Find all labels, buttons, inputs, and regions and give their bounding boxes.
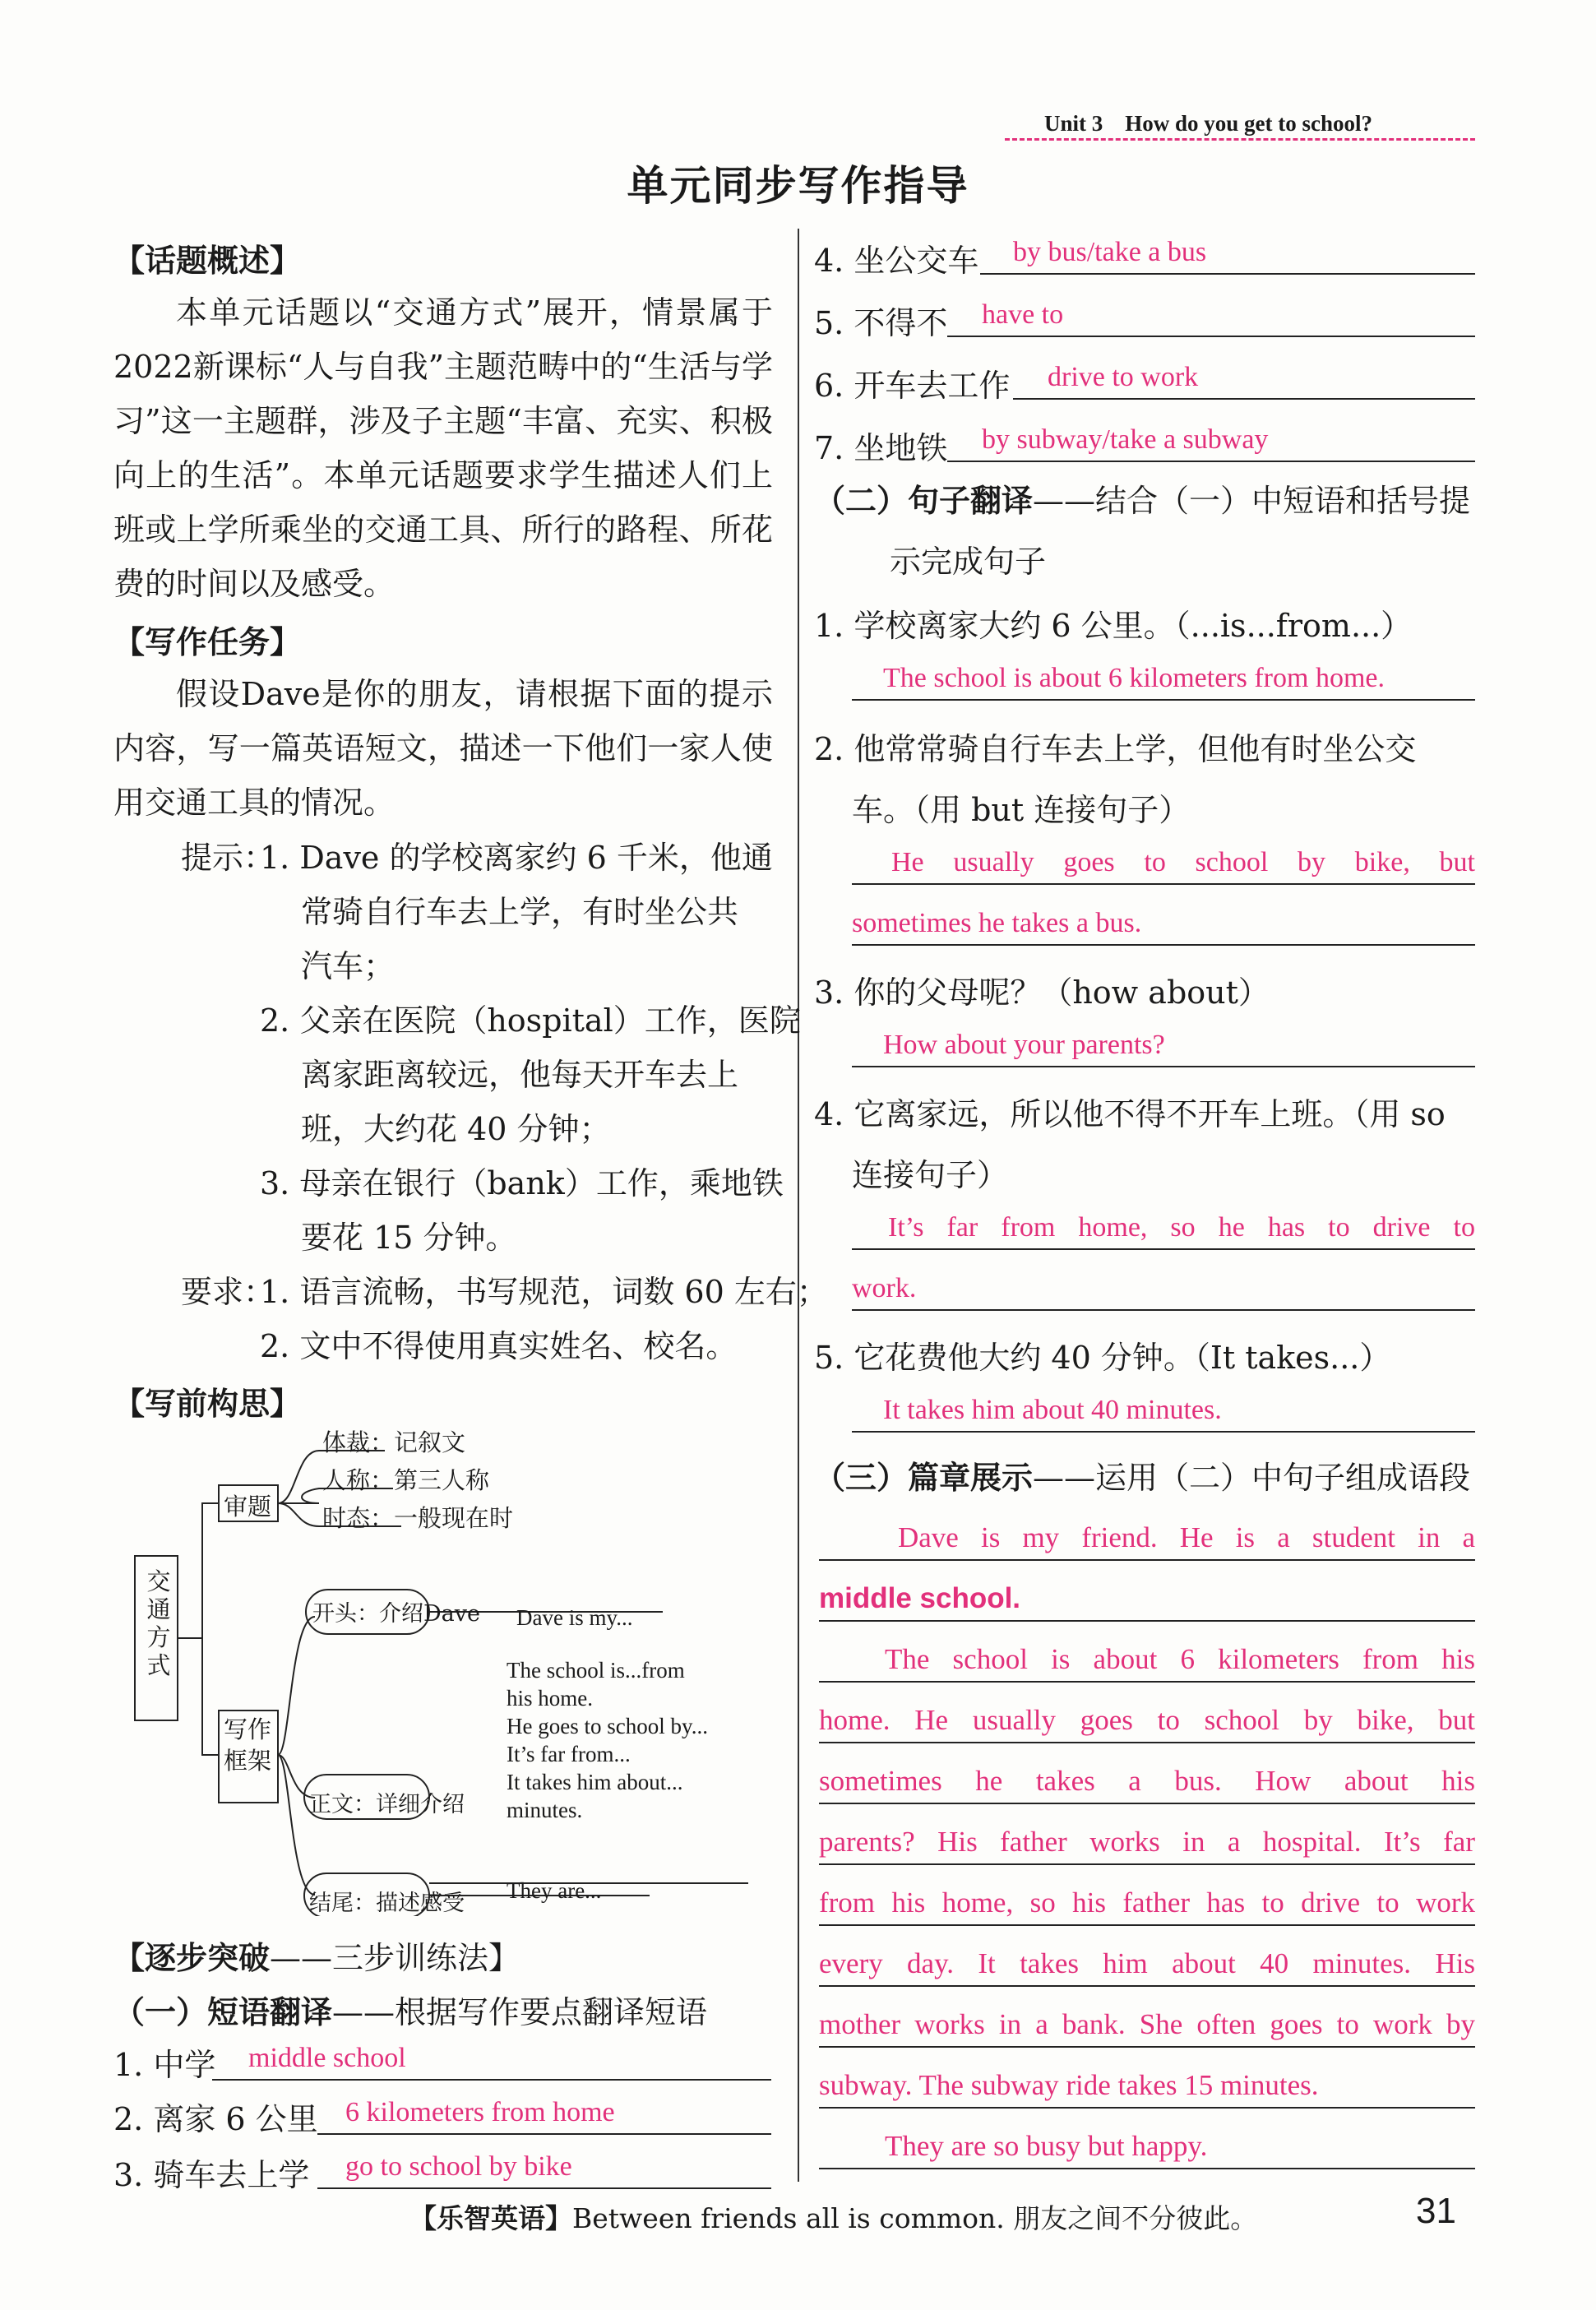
phrase-1-answer: middle school (248, 2043, 406, 2073)
part2-heading: （二）句子翻译——结合（一）中短语和括号提 (814, 482, 1471, 519)
essay-line-3: The school is about 6 kilometers from his (819, 1620, 1475, 1683)
sentence-2-question-line-2: 车。（用 but 连接句子） (852, 792, 1191, 828)
essay-line-5: sometimes he takes a bus. How about his (819, 1742, 1475, 1804)
person-item: 人称：第三人称 (322, 1466, 490, 1494)
sentence-4-answer-line-1 (852, 1199, 1475, 1250)
sentence-5-answer-line (852, 1382, 1475, 1433)
part2-heading-cont: 示完成句子 (890, 544, 1047, 580)
sentence-2-answer-2: sometimes he takes a bus. (852, 908, 1142, 938)
topic-text: 本单元话题以“交通方式”展开，情景属于2022新课标“人与自我”主题范畴中的“生活与学习”这一主题群，涉及子主题“丰富、充实、积极向上的生活”。本单元话题要求学生描述人们上班或上学所乘坐的交通工具、所行的路程、所花费的时间以及感受。 (113, 294, 773, 602)
hint-1-line-3: 汽车； (301, 948, 396, 984)
genre-item: 体裁：记叙文 (322, 1428, 466, 1456)
phrase-4-answer-line (980, 224, 1475, 275)
phrase-1-question: 1. 中学 (113, 2047, 216, 2083)
tense-item: 时态：一般现在时 (322, 1504, 514, 1532)
hint-1-line-1: 1. Dave 的学校离家约 6 千米，他通 (260, 840, 773, 876)
phrase-5-answer-line (947, 286, 1475, 337)
task-heading: 【写作任务】 (113, 623, 302, 660)
page-number: 31 (1416, 2191, 1456, 2231)
ending-english: They are... (507, 1878, 602, 1903)
body-english: The school is...from his home. He goes to school by... It’s far from... It takes him about... minutes. (507, 1658, 708, 1822)
sentence-5-question: 5. 它花费他大约 40 分钟。（It takes...） (814, 1340, 1391, 1376)
column-divider (798, 229, 799, 2182)
unit-header: Unit 3 How do you get to school? (1044, 111, 1373, 136)
sentence-1-answer-line (852, 650, 1475, 701)
phrase-3-answer-line (317, 2138, 771, 2189)
phrase-5-question: 5. 不得不 (814, 305, 948, 341)
phrase-5-answer: have to (982, 299, 1064, 330)
sentence-3-question: 3. 你的父母呢？（how about） (814, 974, 1270, 1011)
opening-node: 开头：介绍Dave (312, 1601, 480, 1627)
sentence-2-answer-line-1 (852, 834, 1475, 885)
sentence-4-answer-1: It’s far from home, so he has to drive to (888, 1212, 1475, 1243)
phrase-6-answer-line (1013, 349, 1475, 400)
hint-3-line-1: 3. 母亲在银行（bank）工作，乘地铁 (260, 1165, 784, 1201)
task-text: 假设Dave是你的朋友，请根据下面的提示内容，写一篇英语短文，描述一下他们一家人使用交通工具的情况。 (113, 676, 773, 821)
hint-2-line-3: 班，大约花 40 分钟； (301, 1111, 611, 1147)
steps-heading: 【逐步突破——三步训练法】 (113, 1939, 520, 1976)
phrase-6-question: 6. 开车去工作 (814, 368, 1011, 404)
branch-review: 审题 (224, 1493, 272, 1521)
sentence-2-question-line-1: 2. 他常常骑自行车去上学，但他有时坐公交 (814, 731, 1417, 767)
hint-2-line-1: 2. 父亲在医院（hospital）工作，医院 (260, 1002, 801, 1039)
part3-heading: （三）篇章展示——运用（二）中句子组成语段 (814, 1459, 1471, 1496)
essay-line-4: home. He usually goes to school by bike, but (819, 1681, 1475, 1743)
phrase-6-answer: drive to work (1048, 362, 1199, 392)
sentence-5-answer: It takes him about 40 minutes. (883, 1395, 1222, 1425)
requirement-1: 1. 语言流畅，书写规范，词数 60 左右； (260, 1274, 828, 1310)
hint-3-line-2: 要花 15 分钟。 (301, 1220, 517, 1256)
phrase-4-answer: by bus/take a bus (1013, 237, 1207, 267)
essay-line-10: subway. The subway ride takes 15 minutes. (819, 2046, 1475, 2109)
essay-line-1: Dave is my friend. He is a student in a (819, 1498, 1475, 1561)
page-title: 单元同步写作指导 (627, 161, 969, 210)
essay-line-7: from his home, so his father has to drive to work (819, 1863, 1475, 1926)
sentence-1-question: 1. 学校离家大约 6 公里。（...is...from...） (814, 608, 1413, 644)
phrase-3-question: 3. 骑车去上学 (113, 2157, 310, 2193)
phrase-3-answer: go to school by bike (345, 2151, 572, 2182)
phrase-2-question: 2. 离家 6 公里 (113, 2101, 318, 2137)
sentence-4-question-line-2: 连接句子） (852, 1157, 1009, 1193)
requirement-label: 要求： (181, 1274, 275, 1310)
phrase-4-question: 4. 坐公交车 (814, 243, 979, 279)
branch-framework: 写作 框架 (224, 1715, 272, 1775)
hint-2-line-2: 离家距离较远，他每天开车去上 (301, 1057, 739, 1093)
phrase-2-answer-line (317, 2084, 771, 2135)
phrase-7-question: 7. 坐地铁 (814, 430, 948, 466)
part1-heading: （一）短语翻译——根据写作要点翻译短语 (113, 1993, 708, 2030)
phrase-7-answer: by subway/take a subway (982, 424, 1269, 455)
requirement-2: 2. 文中不得使用真实姓名、校名。 (260, 1328, 738, 1364)
hint-1-line-2: 常骑自行车去上学，有时坐公共 (301, 894, 739, 930)
essay-line-2: middle school. (819, 1559, 1475, 1622)
sentence-1-answer: The school is about 6 kilometers from home. (883, 663, 1385, 693)
phrase-1-answer-line (212, 2030, 771, 2081)
sentence-2-answer-1: He usually goes to school by bike, but (891, 847, 1475, 877)
topic-heading: 【话题概述】 (113, 242, 302, 279)
prewrite-heading: 【写前构思】 (113, 1385, 302, 1422)
essay-line-11: They are so busy but happy. (819, 2107, 1475, 2169)
sentence-4-answer-2: work. (852, 1273, 917, 1303)
ending-node: 结尾：描述感受 (309, 1891, 465, 1916)
header-dashed-line (1005, 138, 1475, 141)
mind-map-root: 交 通 方 式 (146, 1567, 171, 1679)
phrase-7-answer-line (947, 411, 1475, 462)
essay-line-8: every day. It takes him about 40 minutes. His (819, 1924, 1475, 1987)
sentence-4-answer-line-2 (852, 1260, 1475, 1311)
sentence-3-answer: How about your parents? (883, 1030, 1165, 1060)
hint-label: 提示： (181, 840, 275, 876)
sentence-2-answer-line-2 (852, 895, 1475, 946)
footer-quote: 【乐智英语】Between friends all is common. 朋友之间不分彼此。 (409, 2202, 1258, 2234)
essay-line-6: parents? His father works in a hospital. It’s far (819, 1803, 1475, 1865)
sentence-4-question-line-1: 4. 它离家远，所以他不得不开车上班。（用 so (814, 1096, 1446, 1132)
body-node: 正文：详细介绍 (309, 1792, 465, 1817)
essay-line-9: mother works in a bank. She often goes to work by (819, 1985, 1475, 2048)
opening-english: Dave is my... (516, 1605, 633, 1630)
sentence-3-answer-line (852, 1016, 1475, 1067)
phrase-2-answer: 6 kilometers from home (345, 2097, 615, 2127)
